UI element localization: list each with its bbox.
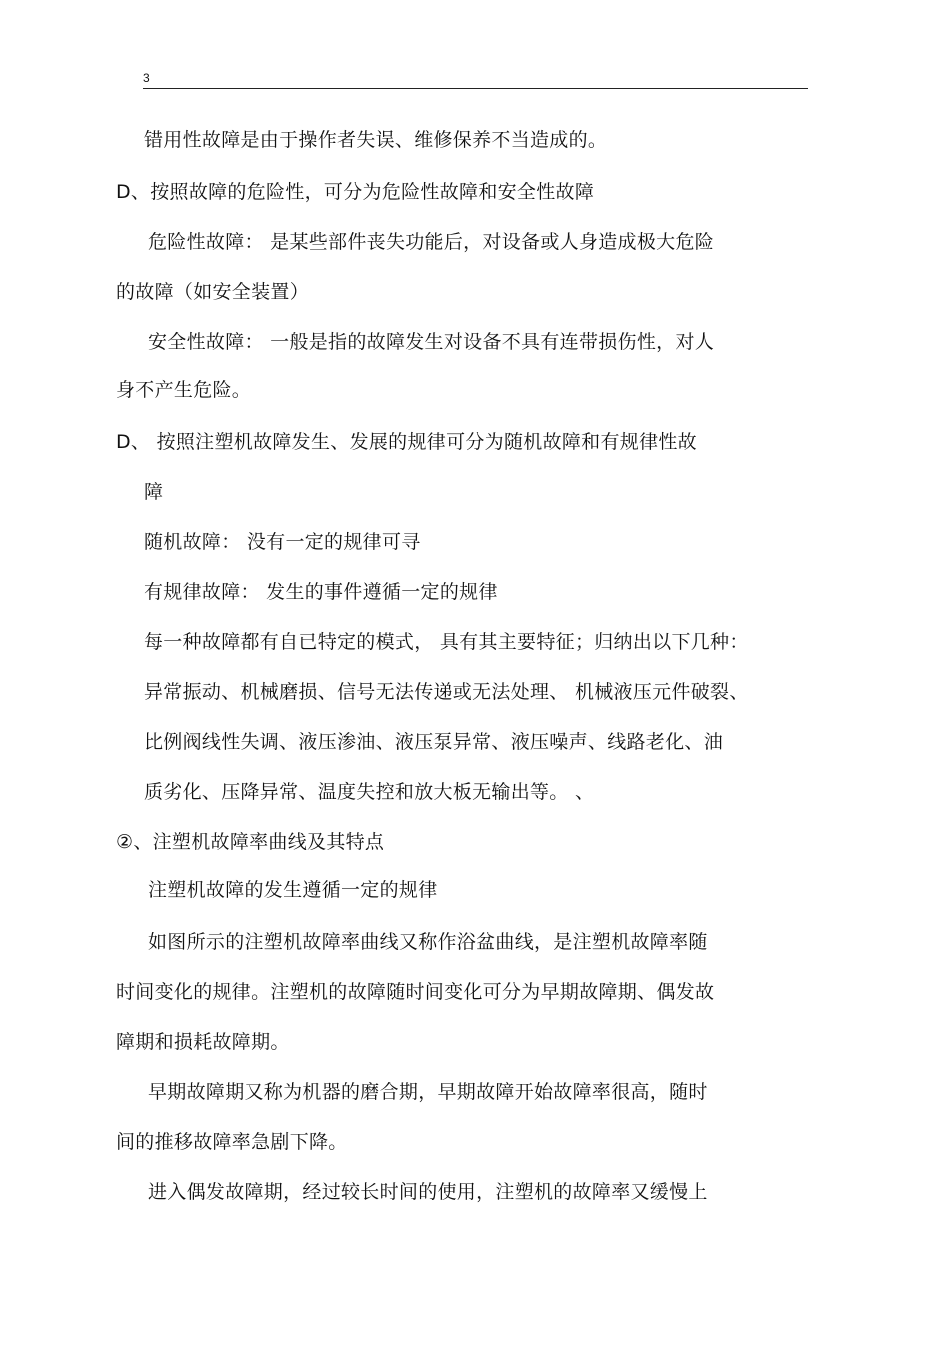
text-line-21: 间的推移故障率急剧下降。 [116,1131,348,1153]
text-line-2: D、按照故障的危险性，可分为危险性故障和安全性故障 [116,181,595,203]
text-line-1: 错用性故障是由于操作者失误、维修保养不当造成的。 [144,129,608,151]
text-line-3: 危险性故障： 是某些部件丧失功能后，对设备或人身造成极大危险 [148,231,715,253]
text-line-19: 障期和损耗故障期。 [116,1031,290,1053]
text-line-18: 时间变化的规律。注塑机的故障随时间变化可分为早期故障期、偶发故 [116,981,715,1003]
text-line-8: 障 [144,481,164,503]
section-heading: ②、注塑机故障率曲线及其特点 [116,831,385,853]
text-line-7: D、 按照注塑机故障发生、发展的规律可分为随机故障和有规律性故 [116,431,697,453]
header-rule [143,88,808,89]
text-line-17: 如图所示的注塑机故障率曲线又称作浴盆曲线，是注塑机故障率随 [148,931,708,953]
text-line-13: 比例阀线性失调、液压渗油、液压泵异常、液压噪声、线路老化、油 [144,731,724,753]
text-line-12: 异常振动、机械磨损、信号无法传递或无法处理、 机械液压元件破裂、 [144,681,749,703]
text-line-6: 身不产生危险。 [116,379,252,401]
text-line-14: 质劣化、压降异常、温度失控和放大板无输出等。 、 [144,781,595,803]
text-line-20: 早期故障期又称为机器的磨合期，早期故障开始故障率很高，随时 [148,1081,708,1103]
page-number: 3 [143,71,150,85]
text-line-22: 进入偶发故障期，经过较长时间的使用，注塑机的故障率又缓慢上 [148,1181,708,1203]
text-line-5: 安全性故障： 一般是指的故障发生对设备不具有连带损伤性，对人 [148,331,715,353]
text-line-9: 随机故障： 没有一定的规律可寻 [144,531,421,553]
text-line-4: 的故障（如安全装置） [116,281,310,303]
text-line-10: 有规律故障： 发生的事件遵循一定的规律 [144,581,498,603]
text-line-11: 每一种故障都有自已特定的模式， 具有其主要特征；归纳出以下几种： [144,631,749,653]
text-line-16: 注塑机故障的发生遵循一定的规律 [148,879,438,901]
